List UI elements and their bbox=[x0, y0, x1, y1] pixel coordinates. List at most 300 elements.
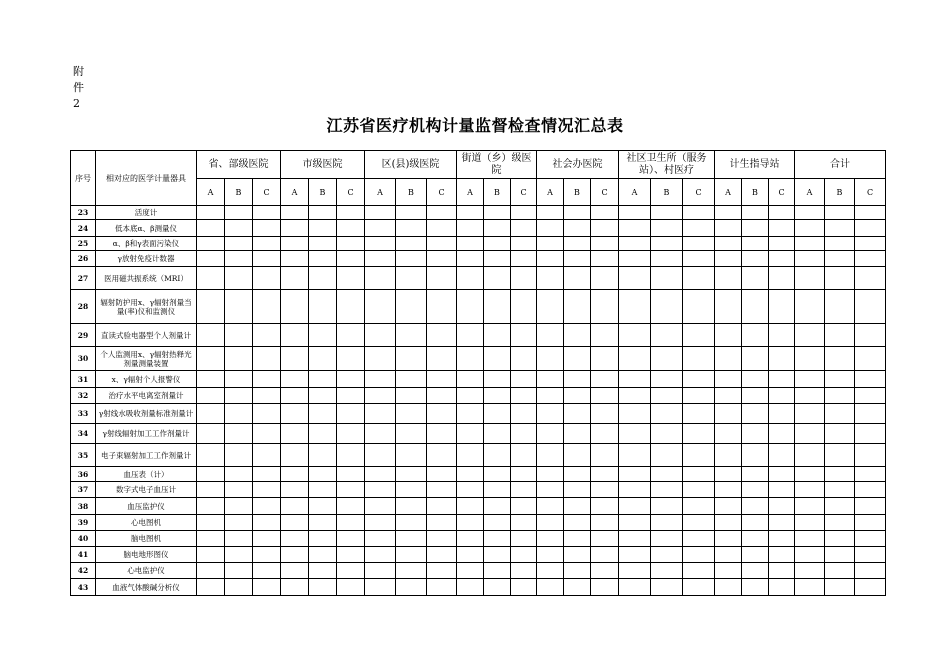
count-cell bbox=[253, 579, 281, 596]
count-cell bbox=[511, 515, 537, 531]
count-cell bbox=[855, 237, 886, 251]
count-cell bbox=[396, 579, 427, 596]
count-cell bbox=[855, 371, 886, 388]
count-cell bbox=[365, 498, 396, 515]
count-cell bbox=[591, 563, 619, 579]
count-cell bbox=[365, 267, 396, 290]
count-cell bbox=[651, 388, 683, 404]
count-cell bbox=[396, 267, 427, 290]
count-cell bbox=[651, 467, 683, 482]
count-cell bbox=[197, 498, 225, 515]
count-cell bbox=[683, 467, 715, 482]
count-cell bbox=[396, 444, 427, 467]
row-number: 33 bbox=[71, 404, 96, 424]
count-cell bbox=[537, 424, 564, 444]
header-subcol: C bbox=[855, 179, 886, 206]
header-group: 省、部级医院 bbox=[197, 151, 281, 179]
count-cell bbox=[715, 515, 742, 531]
count-cell bbox=[537, 498, 564, 515]
count-cell bbox=[309, 547, 337, 563]
count-cell bbox=[591, 388, 619, 404]
count-cell bbox=[281, 467, 309, 482]
count-cell bbox=[484, 290, 511, 324]
count-cell bbox=[511, 563, 537, 579]
count-cell bbox=[427, 515, 457, 531]
header-subcol: B bbox=[225, 179, 253, 206]
header-subcol: B bbox=[651, 179, 683, 206]
count-cell bbox=[795, 563, 825, 579]
count-cell bbox=[225, 424, 253, 444]
count-cell bbox=[591, 220, 619, 237]
count-cell bbox=[457, 563, 484, 579]
count-cell bbox=[715, 347, 742, 371]
count-cell bbox=[591, 531, 619, 547]
count-cell bbox=[619, 531, 651, 547]
count-cell bbox=[795, 347, 825, 371]
count-cell bbox=[651, 482, 683, 498]
count-cell bbox=[795, 371, 825, 388]
attachment-char: 附 bbox=[73, 65, 84, 78]
count-cell bbox=[365, 324, 396, 347]
count-cell bbox=[365, 531, 396, 547]
table-row bbox=[71, 579, 886, 596]
instrument-name: 活度计 bbox=[96, 206, 197, 220]
row-number: 31 bbox=[71, 371, 96, 388]
count-cell bbox=[253, 515, 281, 531]
count-cell bbox=[619, 547, 651, 563]
count-cell bbox=[427, 531, 457, 547]
table-row bbox=[71, 424, 886, 444]
count-cell bbox=[855, 251, 886, 267]
count-cell bbox=[825, 547, 855, 563]
header-subcol: B bbox=[564, 179, 591, 206]
table-row bbox=[71, 220, 886, 237]
instrument-name: 血液气体酸碱分析仪 bbox=[96, 579, 197, 596]
count-cell bbox=[197, 220, 225, 237]
count-cell bbox=[715, 467, 742, 482]
count-cell bbox=[337, 563, 365, 579]
count-cell bbox=[564, 290, 591, 324]
instrument-name: 治疗水平电离室剂量计 bbox=[96, 388, 197, 404]
count-cell bbox=[365, 404, 396, 424]
count-cell bbox=[484, 498, 511, 515]
row-number: 30 bbox=[71, 347, 96, 371]
count-cell bbox=[651, 563, 683, 579]
count-cell bbox=[225, 579, 253, 596]
count-cell bbox=[365, 290, 396, 324]
count-cell bbox=[457, 324, 484, 347]
count-cell bbox=[281, 482, 309, 498]
count-cell bbox=[537, 206, 564, 220]
count-cell bbox=[225, 547, 253, 563]
count-cell bbox=[281, 388, 309, 404]
count-cell bbox=[309, 515, 337, 531]
count-cell bbox=[281, 290, 309, 324]
header-subcol: A bbox=[795, 179, 825, 206]
count-cell bbox=[825, 347, 855, 371]
count-cell bbox=[197, 563, 225, 579]
count-cell bbox=[769, 371, 795, 388]
count-cell bbox=[619, 371, 651, 388]
row-number: 36 bbox=[71, 467, 96, 482]
row-number: 38 bbox=[71, 498, 96, 515]
count-cell bbox=[281, 371, 309, 388]
count-cell bbox=[457, 444, 484, 467]
header-subcol: C bbox=[591, 179, 619, 206]
count-cell bbox=[619, 515, 651, 531]
count-cell bbox=[564, 467, 591, 482]
count-cell bbox=[457, 371, 484, 388]
count-cell bbox=[564, 237, 591, 251]
instrument-name: γ射线辐射加工工作剂量计 bbox=[96, 424, 197, 444]
count-cell bbox=[511, 444, 537, 467]
count-cell bbox=[683, 267, 715, 290]
count-cell bbox=[715, 251, 742, 267]
row-number: 35 bbox=[71, 444, 96, 467]
count-cell bbox=[795, 444, 825, 467]
header-subcol: A bbox=[715, 179, 742, 206]
count-cell bbox=[769, 563, 795, 579]
count-cell bbox=[855, 220, 886, 237]
count-cell bbox=[564, 482, 591, 498]
count-cell bbox=[309, 267, 337, 290]
count-cell bbox=[825, 579, 855, 596]
count-cell bbox=[197, 206, 225, 220]
table-row bbox=[71, 547, 886, 563]
count-cell bbox=[337, 531, 365, 547]
count-cell bbox=[715, 444, 742, 467]
count-cell bbox=[365, 482, 396, 498]
count-cell bbox=[715, 531, 742, 547]
count-cell bbox=[457, 347, 484, 371]
table-row bbox=[71, 347, 886, 371]
count-cell bbox=[537, 547, 564, 563]
count-cell bbox=[769, 324, 795, 347]
count-cell bbox=[457, 206, 484, 220]
count-cell bbox=[825, 531, 855, 547]
table-row bbox=[71, 531, 886, 547]
count-cell bbox=[253, 237, 281, 251]
count-cell bbox=[715, 290, 742, 324]
header-group: 合计 bbox=[795, 151, 886, 179]
count-cell bbox=[651, 220, 683, 237]
count-cell bbox=[795, 206, 825, 220]
count-cell bbox=[537, 290, 564, 324]
count-cell bbox=[537, 404, 564, 424]
count-cell bbox=[769, 531, 795, 547]
count-cell bbox=[651, 347, 683, 371]
count-cell bbox=[396, 347, 427, 371]
count-cell bbox=[197, 388, 225, 404]
count-cell bbox=[683, 482, 715, 498]
count-cell bbox=[197, 515, 225, 531]
count-cell bbox=[769, 424, 795, 444]
count-cell bbox=[281, 498, 309, 515]
instrument-name: x、γ辐射个人报警仪 bbox=[96, 371, 197, 388]
count-cell bbox=[396, 251, 427, 267]
count-cell bbox=[715, 424, 742, 444]
count-cell bbox=[281, 251, 309, 267]
count-cell bbox=[365, 237, 396, 251]
count-cell bbox=[564, 404, 591, 424]
count-cell bbox=[769, 206, 795, 220]
header-subcol: C bbox=[511, 179, 537, 206]
header-group: 街道（乡）级医院 bbox=[457, 151, 537, 179]
count-cell bbox=[537, 467, 564, 482]
count-cell bbox=[619, 467, 651, 482]
table-row bbox=[71, 563, 886, 579]
count-cell bbox=[651, 267, 683, 290]
count-cell bbox=[825, 467, 855, 482]
count-cell bbox=[253, 347, 281, 371]
count-cell bbox=[484, 347, 511, 371]
count-cell bbox=[591, 444, 619, 467]
count-cell bbox=[396, 424, 427, 444]
count-cell bbox=[253, 531, 281, 547]
count-cell bbox=[769, 290, 795, 324]
instrument-name: 心电图机 bbox=[96, 515, 197, 531]
header-subcol: C bbox=[427, 179, 457, 206]
header-group: 社区卫生所（服务站）、村医疗 bbox=[619, 151, 715, 179]
count-cell bbox=[564, 347, 591, 371]
count-cell bbox=[253, 424, 281, 444]
row-number: 40 bbox=[71, 531, 96, 547]
count-cell bbox=[537, 324, 564, 347]
count-cell bbox=[683, 515, 715, 531]
count-cell bbox=[564, 324, 591, 347]
count-cell bbox=[365, 563, 396, 579]
count-cell bbox=[591, 290, 619, 324]
header-group: 区(县)级医院 bbox=[365, 151, 457, 179]
count-cell bbox=[715, 563, 742, 579]
header-subcol: B bbox=[484, 179, 511, 206]
count-cell bbox=[742, 404, 769, 424]
count-cell bbox=[337, 251, 365, 267]
count-cell bbox=[564, 444, 591, 467]
count-cell bbox=[651, 579, 683, 596]
count-cell bbox=[309, 251, 337, 267]
count-cell bbox=[742, 324, 769, 347]
count-cell bbox=[281, 347, 309, 371]
count-cell bbox=[715, 206, 742, 220]
count-cell bbox=[855, 579, 886, 596]
count-cell bbox=[591, 267, 619, 290]
table-row bbox=[71, 251, 886, 267]
count-cell bbox=[197, 290, 225, 324]
count-cell bbox=[795, 237, 825, 251]
table-row bbox=[71, 515, 886, 531]
attachment-label bbox=[73, 64, 87, 112]
count-cell bbox=[365, 579, 396, 596]
count-cell bbox=[396, 324, 427, 347]
count-cell bbox=[197, 482, 225, 498]
count-cell bbox=[683, 324, 715, 347]
count-cell bbox=[337, 371, 365, 388]
count-cell bbox=[619, 251, 651, 267]
count-cell bbox=[825, 498, 855, 515]
count-cell bbox=[683, 444, 715, 467]
count-cell bbox=[715, 547, 742, 563]
count-cell bbox=[651, 498, 683, 515]
count-cell bbox=[225, 482, 253, 498]
count-cell bbox=[619, 237, 651, 251]
count-cell bbox=[484, 220, 511, 237]
count-cell bbox=[427, 563, 457, 579]
count-cell bbox=[225, 531, 253, 547]
count-cell bbox=[427, 482, 457, 498]
count-cell bbox=[225, 237, 253, 251]
count-cell bbox=[825, 220, 855, 237]
table-row bbox=[71, 498, 886, 515]
row-number: 26 bbox=[71, 251, 96, 267]
header-subcol: B bbox=[309, 179, 337, 206]
instrument-name: 脑电图机 bbox=[96, 531, 197, 547]
count-cell bbox=[564, 547, 591, 563]
count-cell bbox=[337, 404, 365, 424]
count-cell bbox=[537, 531, 564, 547]
count-cell bbox=[591, 404, 619, 424]
count-cell bbox=[742, 579, 769, 596]
count-cell bbox=[337, 388, 365, 404]
header-subcol: C bbox=[683, 179, 715, 206]
count-cell bbox=[457, 579, 484, 596]
count-cell bbox=[253, 482, 281, 498]
count-cell bbox=[457, 290, 484, 324]
count-cell bbox=[564, 563, 591, 579]
instrument-name: γ放射免疫计数器 bbox=[96, 251, 197, 267]
count-cell bbox=[619, 563, 651, 579]
count-cell bbox=[742, 515, 769, 531]
count-cell bbox=[651, 531, 683, 547]
count-cell bbox=[484, 424, 511, 444]
count-cell bbox=[225, 206, 253, 220]
count-cell bbox=[281, 579, 309, 596]
count-cell bbox=[564, 267, 591, 290]
count-cell bbox=[484, 251, 511, 267]
count-cell bbox=[564, 531, 591, 547]
count-cell bbox=[742, 347, 769, 371]
count-cell bbox=[855, 424, 886, 444]
header-subcol: C bbox=[337, 179, 365, 206]
count-cell bbox=[396, 547, 427, 563]
count-cell bbox=[396, 404, 427, 424]
count-cell bbox=[591, 371, 619, 388]
header-group: 社会办医院 bbox=[537, 151, 619, 179]
count-cell bbox=[715, 371, 742, 388]
count-cell bbox=[855, 498, 886, 515]
count-cell bbox=[564, 498, 591, 515]
row-number: 34 bbox=[71, 424, 96, 444]
count-cell bbox=[253, 388, 281, 404]
count-cell bbox=[795, 388, 825, 404]
count-cell bbox=[511, 324, 537, 347]
row-number: 29 bbox=[71, 324, 96, 347]
instrument-name: 电子束辐射加工工作剂量计 bbox=[96, 444, 197, 467]
count-cell bbox=[742, 547, 769, 563]
count-cell bbox=[365, 220, 396, 237]
count-cell bbox=[253, 324, 281, 347]
count-cell bbox=[795, 531, 825, 547]
count-cell bbox=[855, 531, 886, 547]
count-cell bbox=[537, 237, 564, 251]
count-cell bbox=[253, 563, 281, 579]
count-cell bbox=[253, 444, 281, 467]
count-cell bbox=[795, 220, 825, 237]
count-cell bbox=[683, 579, 715, 596]
count-cell bbox=[651, 444, 683, 467]
count-cell bbox=[457, 547, 484, 563]
count-cell bbox=[683, 547, 715, 563]
count-cell bbox=[484, 267, 511, 290]
count-cell bbox=[253, 220, 281, 237]
attachment-char: 件 bbox=[73, 81, 84, 94]
count-cell bbox=[197, 324, 225, 347]
count-cell bbox=[825, 251, 855, 267]
count-cell bbox=[591, 347, 619, 371]
row-number: 42 bbox=[71, 563, 96, 579]
count-cell bbox=[511, 482, 537, 498]
count-cell bbox=[457, 267, 484, 290]
count-cell bbox=[309, 563, 337, 579]
count-cell bbox=[427, 290, 457, 324]
count-cell bbox=[769, 237, 795, 251]
count-cell bbox=[795, 404, 825, 424]
count-cell bbox=[337, 206, 365, 220]
count-cell bbox=[225, 444, 253, 467]
count-cell bbox=[365, 547, 396, 563]
table-row bbox=[71, 206, 886, 220]
count-cell bbox=[651, 324, 683, 347]
count-cell bbox=[197, 547, 225, 563]
count-cell bbox=[309, 347, 337, 371]
count-cell bbox=[742, 220, 769, 237]
count-cell bbox=[742, 388, 769, 404]
count-cell bbox=[825, 324, 855, 347]
count-cell bbox=[396, 290, 427, 324]
count-cell bbox=[769, 515, 795, 531]
count-cell bbox=[511, 206, 537, 220]
count-cell bbox=[537, 579, 564, 596]
count-cell bbox=[337, 467, 365, 482]
count-cell bbox=[225, 267, 253, 290]
count-cell bbox=[337, 547, 365, 563]
count-cell bbox=[457, 498, 484, 515]
count-cell bbox=[591, 237, 619, 251]
count-cell bbox=[511, 251, 537, 267]
count-cell bbox=[511, 267, 537, 290]
document-title: 江苏省医疗机构计量监督检查情况汇总表 bbox=[326, 116, 624, 135]
count-cell bbox=[715, 482, 742, 498]
count-cell bbox=[855, 547, 886, 563]
instrument-name: 个人监测用x、γ辐射热释光剂量测量装置 bbox=[96, 347, 197, 371]
count-cell bbox=[281, 404, 309, 424]
table-row bbox=[71, 371, 886, 388]
count-cell bbox=[427, 498, 457, 515]
header-subcol: B bbox=[742, 179, 769, 206]
count-cell bbox=[619, 220, 651, 237]
count-cell bbox=[742, 251, 769, 267]
count-cell bbox=[281, 563, 309, 579]
count-cell bbox=[683, 388, 715, 404]
count-cell bbox=[309, 498, 337, 515]
count-cell bbox=[564, 388, 591, 404]
header-subcol: A bbox=[281, 179, 309, 206]
count-cell bbox=[591, 467, 619, 482]
count-cell bbox=[197, 404, 225, 424]
count-cell bbox=[795, 290, 825, 324]
row-number: 32 bbox=[71, 388, 96, 404]
count-cell bbox=[396, 237, 427, 251]
